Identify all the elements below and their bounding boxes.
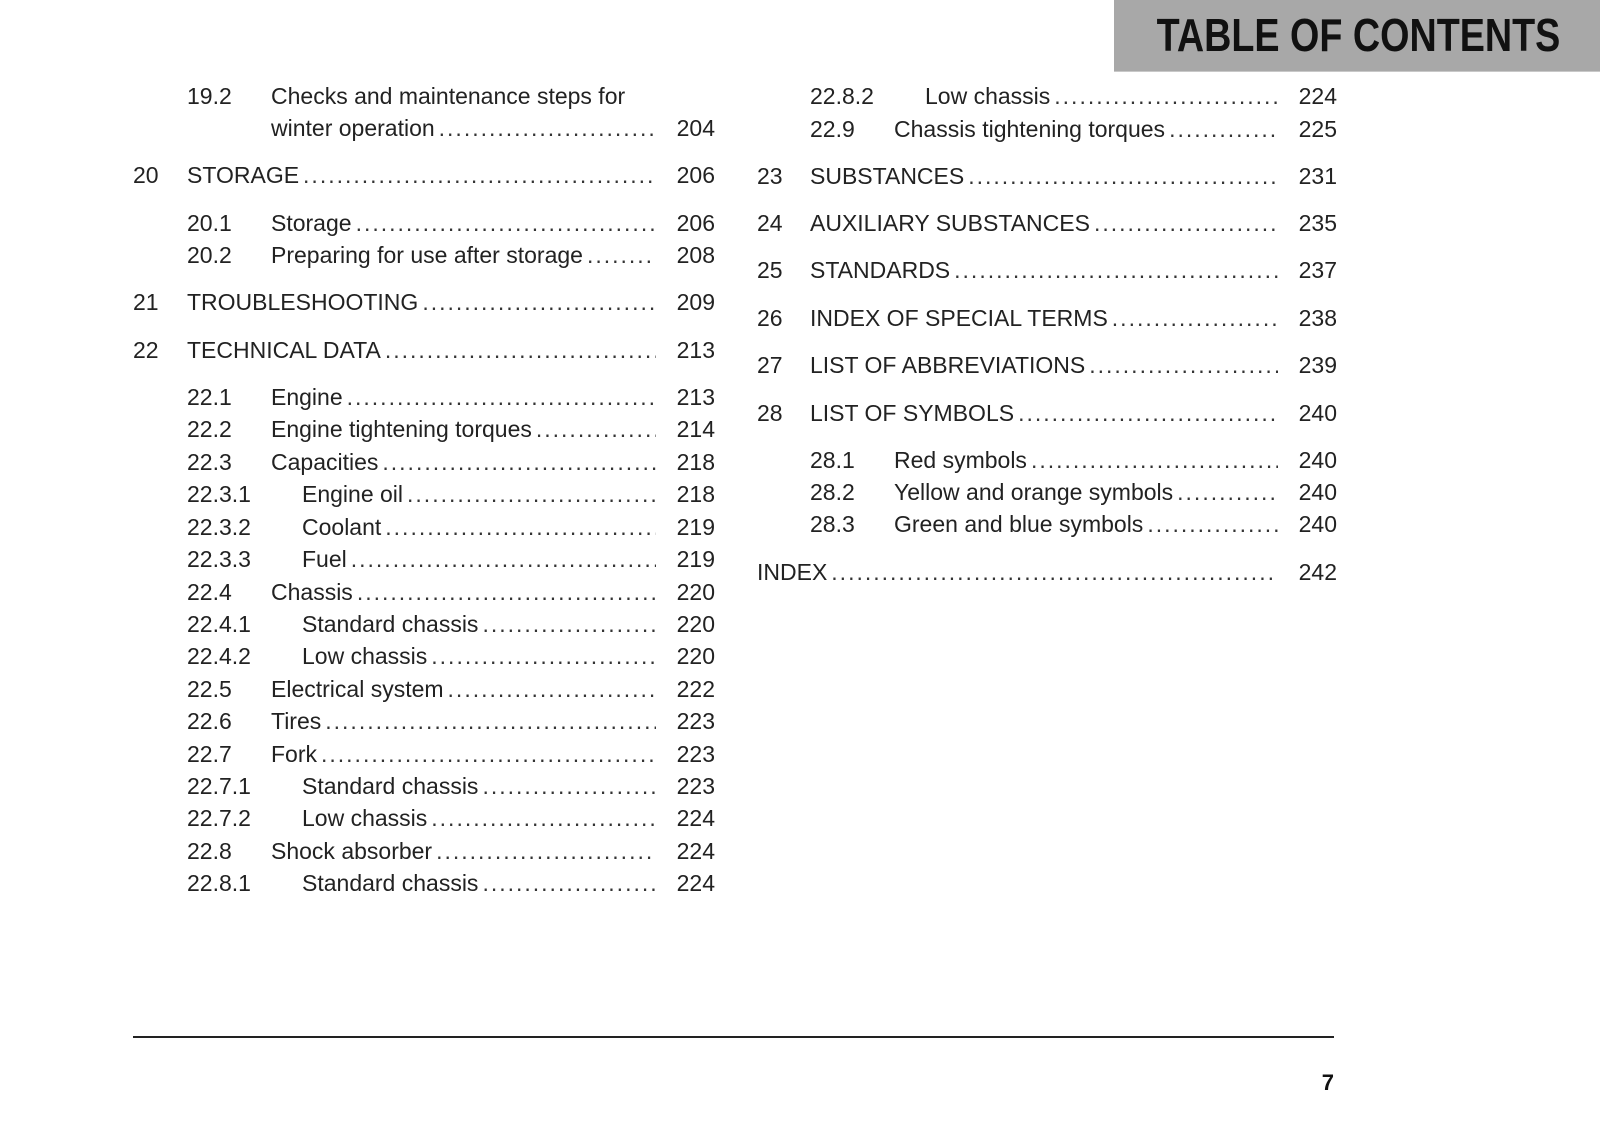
toc-entry-title: Checks and maintenance steps for — [271, 80, 629, 112]
toc-entry-title: Yellow and orange symbols — [894, 476, 1177, 508]
toc-entry-number: 22.7 — [187, 741, 232, 767]
toc-entry-page: 240 — [1298, 447, 1337, 473]
dot-leader — [968, 160, 1278, 192]
toc-entry-number: 22.8.1 — [187, 870, 251, 896]
toc-entry-number: 28 — [757, 400, 783, 426]
footer-divider — [133, 1036, 1334, 1038]
toc-entry-number: 22.3.1 — [187, 481, 251, 507]
toc-entry-title-wrap — [810, 254, 1278, 286]
toc-entry-title-wrap — [894, 476, 1278, 508]
toc-entry-title-wrap — [894, 113, 1278, 145]
toc-entry-title: Standard chassis — [302, 608, 482, 640]
dot-leader — [1089, 349, 1278, 381]
toc-entry-page: 238 — [1298, 305, 1337, 331]
toc-entry-title: Shock absorber — [271, 835, 436, 867]
toc-entry-title-wrap — [810, 207, 1278, 239]
dot-leader — [1112, 302, 1278, 334]
dot-leader — [448, 673, 656, 705]
toc-entry-page: 223 — [676, 741, 715, 767]
toc-entry-page: 220 — [676, 611, 715, 637]
toc-entry-page: 224 — [676, 805, 715, 831]
toc-entry-title: Standard chassis — [302, 867, 482, 899]
toc-entry-title-wrap — [271, 112, 656, 144]
page-number: 7 — [1321, 1070, 1334, 1095]
toc-entry-page: 237 — [1298, 257, 1337, 283]
toc-entry-title-wrap — [302, 640, 656, 672]
toc-entry-page: 239 — [1298, 352, 1337, 378]
toc-entry-title: TECHNICAL DATA — [187, 334, 385, 366]
toc-entry-title: winter operation — [271, 112, 439, 144]
toc-entry-title: Red symbols — [894, 444, 1031, 476]
toc-entry-title-wrap — [187, 159, 656, 191]
toc-entry-page: 208 — [676, 242, 715, 268]
dot-leader — [356, 207, 656, 239]
toc-entry-page: 209 — [676, 289, 715, 315]
dot-leader — [325, 705, 656, 737]
toc-entry-title: Low chassis — [302, 640, 431, 672]
toc-entry-number: 27 — [757, 352, 783, 378]
toc-entry-title-wrap — [302, 478, 656, 510]
toc-entry-number: 22.7.2 — [187, 805, 251, 831]
toc-entry-page: 240 — [1298, 400, 1337, 426]
toc-entry-page: 240 — [1298, 511, 1337, 537]
toc-entry-page: 218 — [676, 481, 715, 507]
toc-entry-title: Capacities — [271, 446, 382, 478]
toc-entry-number: 22.4 — [187, 579, 232, 605]
dot-leader — [1177, 476, 1278, 508]
toc-entry-title: Storage — [271, 207, 356, 239]
toc-entry-title-wrap — [271, 239, 656, 271]
toc-entry-title: SUBSTANCES — [810, 160, 968, 192]
toc-entry-number: 22.5 — [187, 676, 232, 702]
toc-entry-number: 22.9 — [810, 116, 855, 142]
toc-entry-page: 231 — [1298, 163, 1337, 189]
toc-entry-title-wrap — [271, 446, 656, 478]
dot-leader — [1054, 80, 1278, 112]
dot-leader — [303, 159, 656, 191]
toc-entry-page: 218 — [676, 449, 715, 475]
toc-entry-number: 25 — [757, 257, 783, 283]
dot-leader — [831, 556, 1278, 588]
toc-entry-page: 223 — [676, 773, 715, 799]
toc-entry-title: Engine — [271, 381, 347, 413]
toc-entry-number: 26 — [757, 305, 783, 331]
toc-entry-page: 219 — [676, 514, 715, 540]
toc-entry-title-wrap — [810, 397, 1278, 429]
toc-entry-title: Low chassis — [925, 80, 1054, 112]
dot-leader — [385, 334, 656, 366]
toc-entry-page: 206 — [676, 162, 715, 188]
toc-entry-number: 24 — [757, 210, 783, 236]
toc-entry-page: 219 — [676, 546, 715, 572]
toc-entry-number: 20.1 — [187, 210, 232, 236]
dot-leader — [351, 543, 656, 575]
toc-entry-title-wrap — [187, 286, 656, 318]
dot-leader — [587, 239, 656, 271]
dot-leader — [482, 867, 656, 899]
dot-leader — [357, 576, 656, 608]
dot-leader — [431, 640, 656, 672]
toc-entry-page: 223 — [676, 708, 715, 734]
toc-entry-page: 220 — [676, 579, 715, 605]
toc-entry-title: Standard chassis — [302, 770, 482, 802]
toc-entry-number: 20 — [133, 162, 159, 188]
toc-entry-title: Fuel — [302, 543, 351, 575]
toc-entry-title-wrap — [271, 835, 656, 867]
toc-entry-title-wrap — [302, 867, 656, 899]
toc-entry-title-wrap — [810, 349, 1278, 381]
toc-entry-title: Coolant — [302, 511, 385, 543]
dot-leader — [407, 478, 656, 510]
dot-leader — [536, 413, 656, 445]
toc-entry-number: 22.8.2 — [810, 83, 874, 109]
dot-leader — [347, 381, 656, 413]
toc-entry-number: 22.8 — [187, 838, 232, 864]
toc-entry-title-wrap — [810, 302, 1278, 334]
dot-leader — [422, 286, 656, 318]
toc-entry-title: Engine oil — [302, 478, 407, 510]
dot-leader — [482, 608, 656, 640]
toc-entry-page: 206 — [676, 210, 715, 236]
toc-entry-number: 28.2 — [810, 479, 855, 505]
toc-entry-title: TROUBLESHOOTING — [187, 286, 422, 318]
toc-entry-title-wrap — [810, 160, 1278, 192]
toc-entry-title-wrap — [271, 413, 656, 445]
toc-entry-number: 22.2 — [187, 416, 232, 442]
dot-leader — [436, 835, 656, 867]
toc-entry-title: Electrical system — [271, 673, 448, 705]
toc-entry-title: STANDARDS — [810, 254, 954, 286]
toc-entry-title-wrap — [271, 381, 656, 413]
toc-entry-title: STORAGE — [187, 159, 303, 191]
dot-leader — [1031, 444, 1278, 476]
toc-entry-title: Preparing for use after storage — [271, 239, 587, 271]
toc-entry-title-wrap — [302, 543, 656, 575]
toc-entry-title-wrap — [271, 80, 656, 112]
toc-entry-page: 224 — [676, 870, 715, 896]
toc-entry-title-wrap — [894, 444, 1278, 476]
toc-entry-page: 213 — [676, 384, 715, 410]
toc-entry-page: 235 — [1298, 210, 1337, 236]
toc-entry-title: INDEX — [757, 556, 831, 588]
toc-entry-number: 22.4.2 — [187, 643, 251, 669]
page-title: TABLE OF CONTENTS — [1156, 9, 1560, 61]
toc-entry-number: 21 — [133, 289, 159, 315]
toc-entry-title: Low chassis — [302, 802, 431, 834]
toc-entry-title-wrap — [271, 705, 656, 737]
toc-entry-number: 22.3 — [187, 449, 232, 475]
toc-entry-title-wrap — [187, 334, 656, 366]
toc-entry-number: 20.2 — [187, 242, 232, 268]
toc-entry-title-wrap — [925, 80, 1278, 112]
toc-entry-title-wrap — [271, 738, 656, 770]
toc-entry-number: 22.3.3 — [187, 546, 251, 572]
toc-entry-page: 204 — [676, 115, 715, 141]
toc-entry-page: 214 — [676, 416, 715, 442]
dot-leader — [482, 770, 656, 802]
dot-leader — [321, 738, 656, 770]
toc-entry-title-wrap — [271, 673, 656, 705]
toc-entry-number: 22.6 — [187, 708, 232, 734]
toc-entry-title-wrap — [302, 511, 656, 543]
dot-leader — [1169, 113, 1278, 145]
toc-entry-title-wrap — [302, 802, 656, 834]
header-band — [1114, 0, 1600, 72]
toc-entry-number: 22.3.2 — [187, 514, 251, 540]
toc-entry-number: 22.7.1 — [187, 773, 251, 799]
toc-entry-number: 19.2 — [187, 83, 232, 109]
toc-entry-title-wrap — [271, 207, 656, 239]
toc-entry-title-wrap — [302, 770, 656, 802]
toc-entry-title: Fork — [271, 738, 321, 770]
toc-entry-title-wrap — [271, 576, 656, 608]
dot-leader — [382, 446, 656, 478]
toc-entry-page: 213 — [676, 337, 715, 363]
toc-entry-title-wrap — [894, 508, 1278, 540]
toc-entry-number: 28.1 — [810, 447, 855, 473]
toc-entry-page: 224 — [1298, 83, 1337, 109]
dot-leader — [1094, 207, 1278, 239]
toc-entry-title: Chassis — [271, 576, 357, 608]
dot-leader — [431, 802, 656, 834]
toc-entry-page: 242 — [1298, 559, 1337, 585]
toc-entry-number: 22.1 — [187, 384, 232, 410]
dot-leader — [1147, 508, 1278, 540]
toc-entry-title: Chassis tightening torques — [894, 113, 1169, 145]
toc-entry-title: Green and blue symbols — [894, 508, 1147, 540]
toc-entry-page: 224 — [676, 838, 715, 864]
toc-entry-page: 225 — [1298, 116, 1337, 142]
dot-leader — [439, 112, 656, 144]
toc-entry-title: Engine tightening torques — [271, 413, 536, 445]
dot-leader — [954, 254, 1278, 286]
dot-leader — [1018, 397, 1278, 429]
toc-entry-title: INDEX OF SPECIAL TERMS — [810, 302, 1112, 334]
toc-entry-number: 23 — [757, 163, 783, 189]
toc-entry-title: Tires — [271, 705, 325, 737]
toc-entry-title: AUXILIARY SUBSTANCES — [810, 207, 1094, 239]
toc-entry-title: LIST OF ABBREVIATIONS — [810, 349, 1089, 381]
toc-entry-number: 22 — [133, 337, 159, 363]
toc-entry-page: 220 — [676, 643, 715, 669]
toc-entry-number: 28.3 — [810, 511, 855, 537]
dot-leader — [385, 511, 656, 543]
toc-entry-title-wrap — [302, 608, 656, 640]
toc-entry-page: 222 — [676, 676, 715, 702]
toc-entry-title-wrap — [757, 556, 1278, 588]
toc-entry-number: 22.4.1 — [187, 611, 251, 637]
toc-entry-page: 240 — [1298, 479, 1337, 505]
toc-entry-title: LIST OF SYMBOLS — [810, 397, 1018, 429]
